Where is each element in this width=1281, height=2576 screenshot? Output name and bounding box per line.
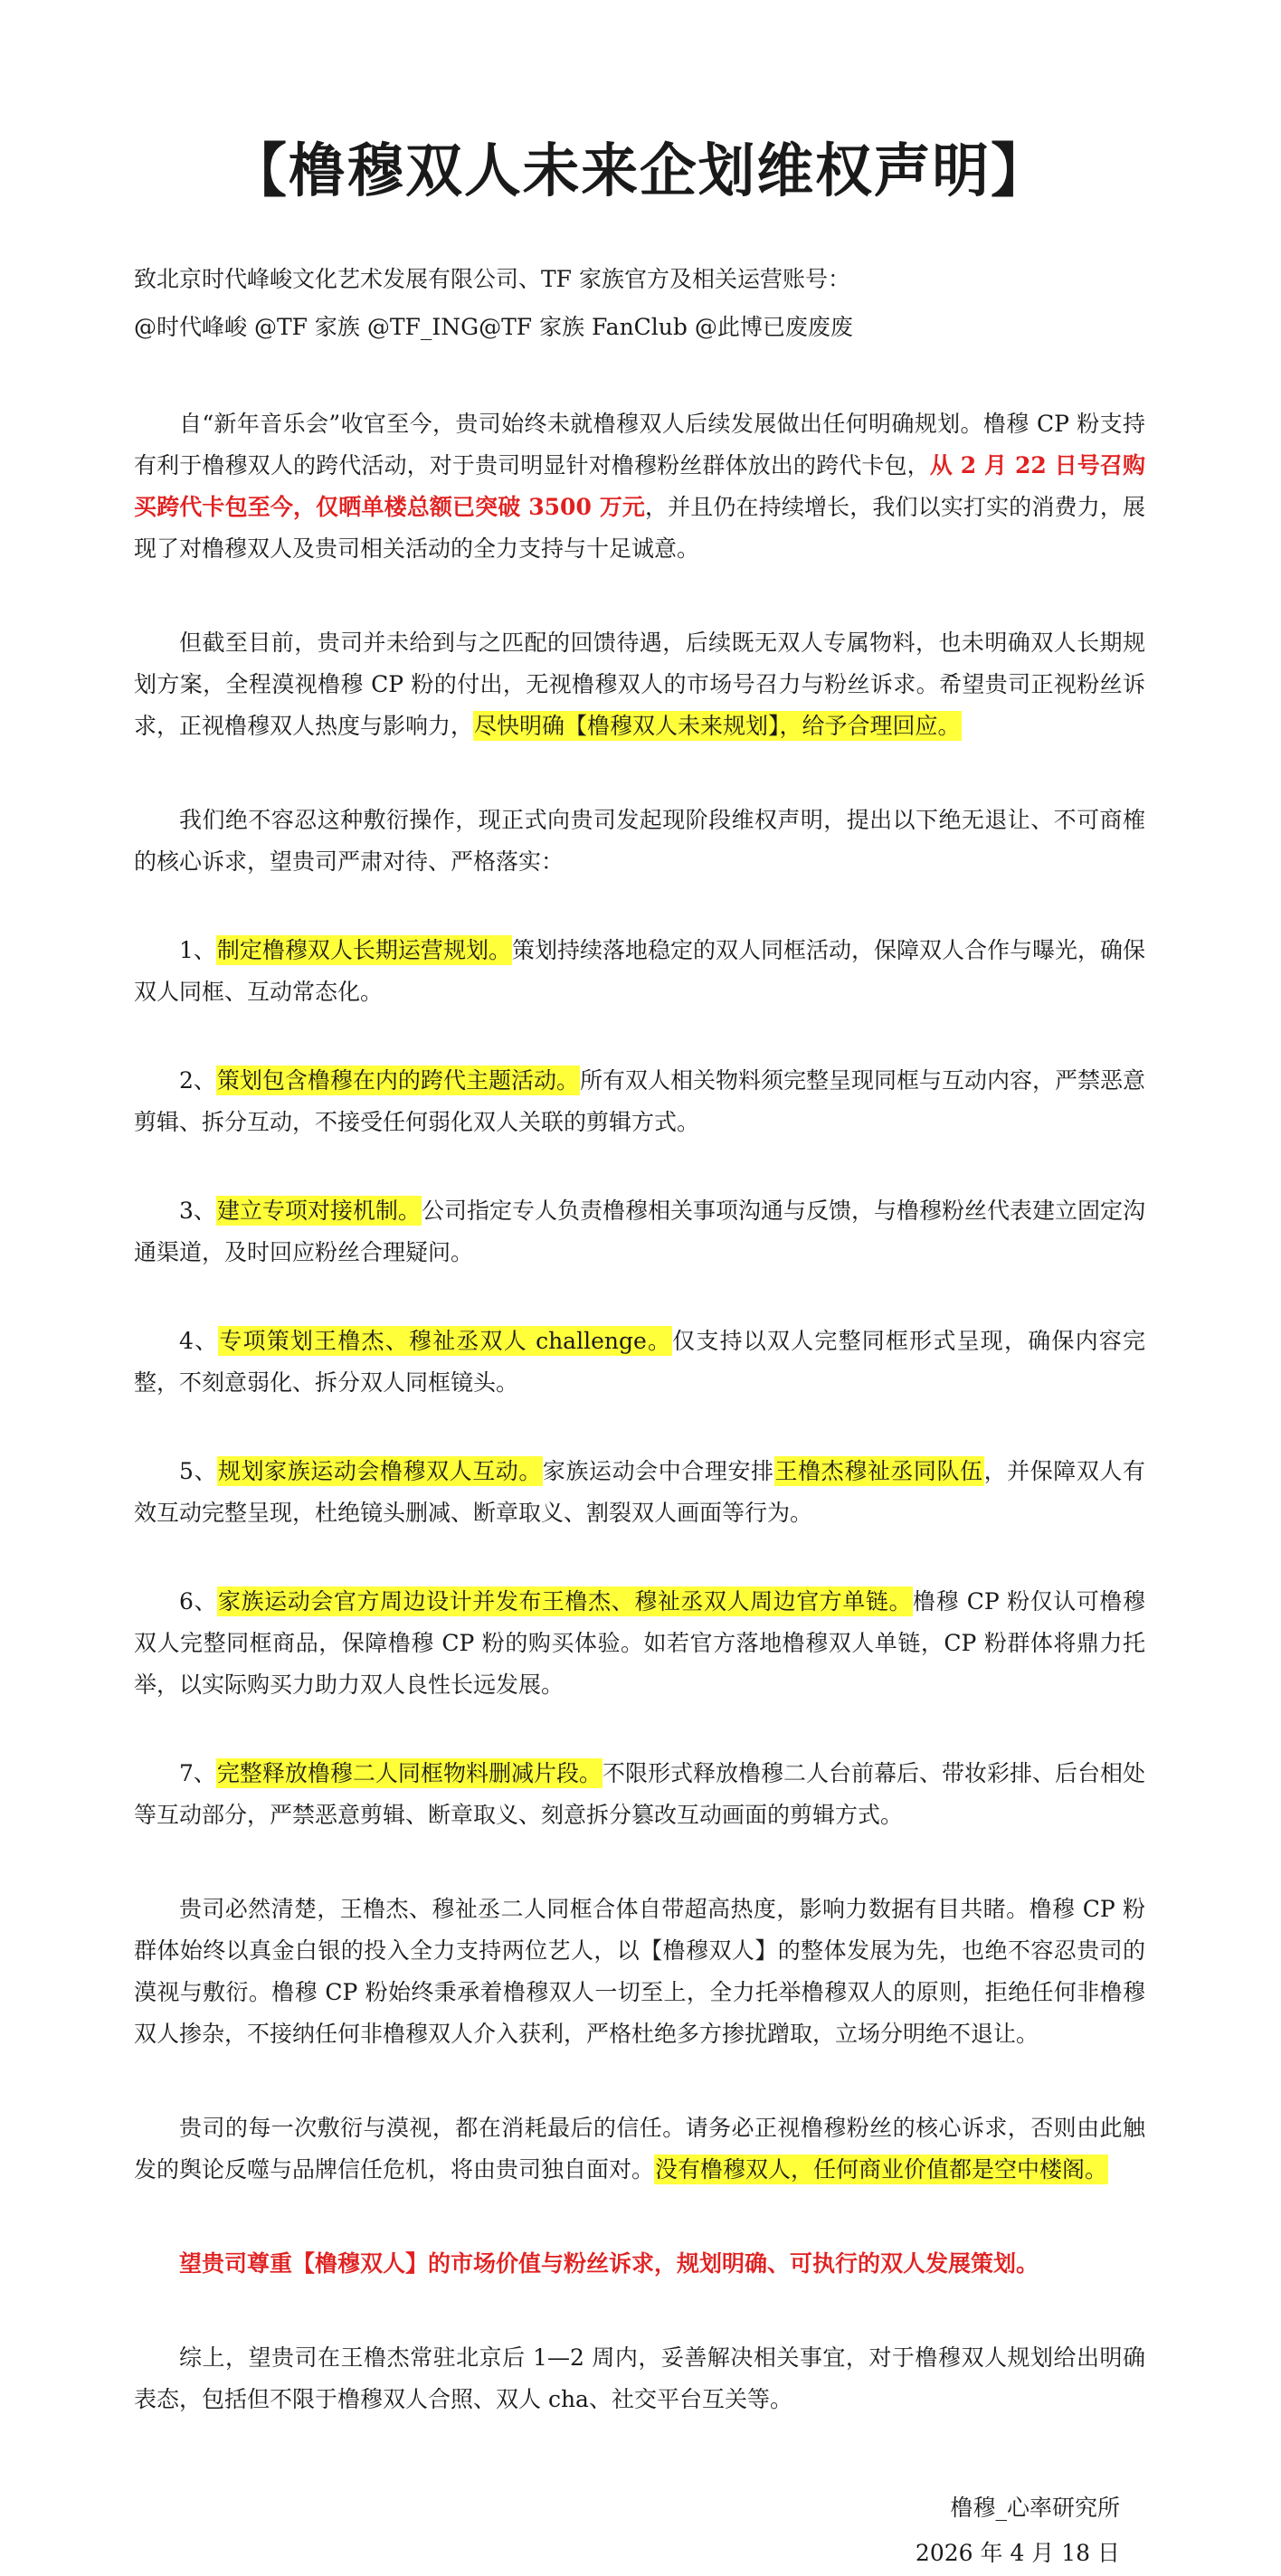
sales-emphasis: 从 2 月 22 日号召购买跨代卡包至今，仅晒单楼总额已突破 3500 万元	[134, 452, 1145, 520]
item-number: 5、	[179, 1458, 218, 1484]
item-highlight: 策划包含橹穆在内的跨代主题活动。	[216, 1067, 579, 1094]
demand-item	[134, 1060, 1145, 1143]
item-text-2: ，并保障双人有效互动完整呈现，杜绝镜头删减、断章取义、割裂双人画面等行为。	[134, 1458, 1145, 1526]
mention-line: @时代峰峻 @TF 家族 @TF_ING@TF 家族 FanClub @此博已废废废	[134, 314, 853, 340]
paragraph-support: 贵司必然清楚，王橹杰、穆祉丞二人同框合体自带超高热度，影响力数据有目共睹。橹穆 CP 粉群体始终以真金白银的投入全力支持两位艺人，以【橹穆双人】的整体发展为先，也绝不容忍贵司的漠视与敷衍。橹穆 CP 粉始终秉承着橹穆双人一切至上，全力托举橹穆双人的原则，拒绝任何非橹穆双人掺杂，不接纳任何非橹穆双人介入获利，严格杜绝多方掺扰蹭取，立场分明绝不退让。	[134, 1896, 1145, 2047]
item-text: 公司指定专人负责橹穆相关事项沟通与反馈，与橹穆粉丝代表建立固定沟通渠道，及时回应粉丝合理疑问。	[134, 1198, 1145, 1265]
item-highlight: 建立专项对接机制。	[216, 1198, 421, 1224]
demand-text: 但截至目前，贵司并未给到与之匹配的回馈待遇，后续既无双人专属物料，也未明确双人长期规划方案，全程漠视橹穆 CP 粉的付出，无视橹穆双人的市场号召力与粉丝诉求。希望贵司正视粉丝诉求，正视橹穆双人热度与影响力，	[134, 630, 1145, 739]
item-number: 3、	[179, 1198, 216, 1224]
item-number: 2、	[179, 1067, 216, 1094]
signature-org: 橹穆_心率研究所	[950, 2495, 1120, 2521]
demand-item	[134, 1753, 1145, 1836]
item-highlight: 制定橹穆双人长期运营规划。	[216, 937, 511, 963]
paragraph-declaration: 我们绝不容忍这种敷衍操作，现正式向贵司发起现阶段维权声明，提出以下绝无退让、不可商榷的核心诉求，望贵司严肃对待、严格落实：	[134, 807, 1145, 875]
item-number: 1、	[179, 937, 216, 963]
demand-highlight: 尽快明确【橹穆双人未来规划】，给予合理回应。	[474, 713, 961, 739]
demand-item	[134, 1321, 1145, 1404]
item-number: 4、	[179, 1328, 219, 1354]
signature-date: 2026 年 4 月 18 日	[915, 2540, 1120, 2566]
signature-block	[134, 2486, 1145, 2576]
demand-item	[134, 1581, 1145, 1706]
document-title: 【橹穆双人未来企划维权声明】	[230, 138, 1049, 205]
demand-item	[134, 1451, 1145, 1534]
item-highlight: 完整释放橹穆二人同框物料删减片段。	[216, 1760, 602, 1786]
item-text: 家族运动会中合理安排	[542, 1458, 774, 1484]
paragraph-warning	[134, 2107, 1145, 2191]
paragraph-demand	[134, 622, 1145, 747]
warning-text: 贵司的每一次敷衍与漠视，都在消耗最后的信任。请务必正视橹穆粉丝的核心诉求，否则由此触发的舆论反噬与品牌信任危机，将由贵司独自面对。	[134, 2115, 1145, 2183]
item-text: 橹穆 CP 粉仅认可橹穆双人完整同框商品，保障橹穆 CP 粉的购买体验。如若官方落地橹穆双人单链，CP 粉群体将鼎力托举，以实际购买力助力双人良性长远发展。	[134, 1588, 1145, 1698]
item-number: 7、	[179, 1760, 216, 1786]
demand-item	[134, 930, 1145, 1013]
item-highlight: 专项策划王橹杰、穆祉丞双人 challenge。	[219, 1328, 672, 1354]
intro-text-cont: ，并且仍在持续增长，我们以实打实的消费力，展现了对橹穆双人及贵司相关活动的全力支持与十足诚意。	[134, 494, 1145, 562]
recipient-block	[134, 255, 1145, 351]
item-highlight-2: 王橹杰穆祉丞同队伍	[774, 1458, 983, 1484]
warning-highlight: 没有橹穆双人，任何商业价值都是空中楼阁。	[655, 2156, 1108, 2183]
paragraph-conclusion: 综上，望贵司在王橹杰常驻北京后 1—2 周内，妥善解决相关事宜，对于橹穆双人规划给出明确表态，包括但不限于橹穆双人合照、双人 cha、社交平台互关等。	[134, 2344, 1145, 2412]
item-highlight: 家族运动会官方周边设计并发布王橹杰、穆祉丞双人周边官方单链。	[218, 1588, 913, 1615]
item-text: 仅支持以双人完整同框形式呈现，确保内容完整，不刻意弱化、拆分双人同框镜头。	[134, 1328, 1145, 1396]
item-number: 6、	[179, 1588, 218, 1615]
paragraph-intro	[134, 403, 1145, 570]
red-appeal: 望贵司尊重【橹穆双人】的市场价值与粉丝诉求，规划明确、可执行的双人发展策划。	[179, 2250, 1039, 2277]
demand-list	[134, 930, 1145, 1836]
item-text: 所有双人相关物料须完整呈现同框与互动内容，严禁恶意剪辑、拆分互动，不接受任何弱化双人关联的剪辑方式。	[134, 1067, 1145, 1135]
item-text: 不限形式释放橹穆二人台前幕后、带妆彩排、后台相处等互动部分，严禁恶意剪辑、断章取义、刻意拆分篡改互动画面的剪辑方式。	[134, 1760, 1145, 1828]
recipient-line: 致北京时代峰峻文化艺术发展有限公司、TF 家族官方及相关运营账号：	[134, 266, 850, 292]
demand-item	[134, 1190, 1145, 1274]
item-highlight: 规划家族运动会橹穆双人互动。	[218, 1458, 542, 1484]
intro-text: 自“新年音乐会”收官至今，贵司始终未就橹穆双人后续发展做出任何明确规划。橹穆 CP 粉支持有利于橹穆双人的跨代活动，对于贵司明显针对橹穆粉丝群体放出的跨代卡包，	[134, 411, 1145, 478]
item-text: 策划持续落地稳定的双人同框活动，保障双人合作与曝光，确保双人同框、互动常态化。	[134, 937, 1145, 1005]
